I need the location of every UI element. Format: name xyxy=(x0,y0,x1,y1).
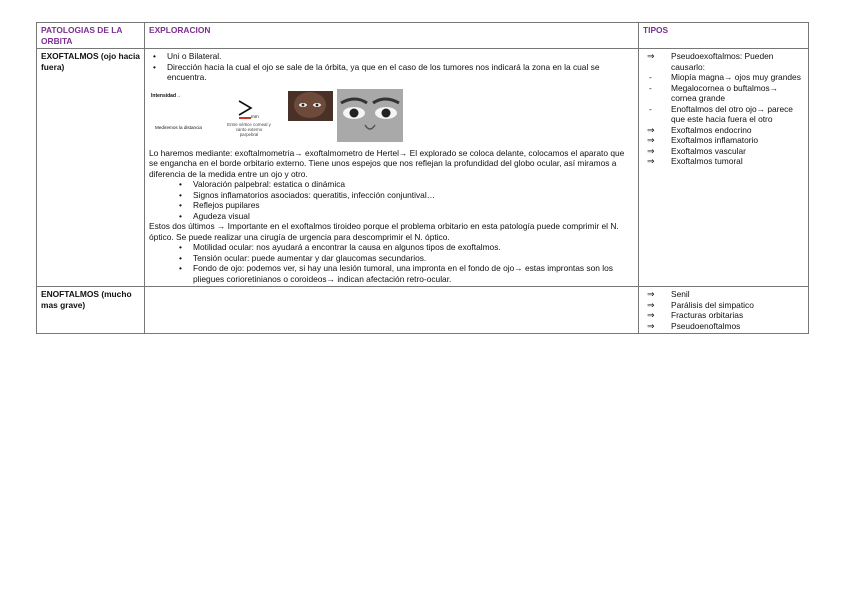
exploracion-sublist-1 xyxy=(149,179,634,221)
list-item: • Signos inflamatorios asociados: queratitis, infección conjuntival… xyxy=(149,190,634,201)
intensity-label: Intensidad→ xyxy=(151,92,182,99)
orbit-pathology-table xyxy=(36,22,809,334)
exoftalmometria-paragraph: Lo haremos mediante: exoftalmometria→ exoftalmometro de Hertel→ El explorado se coloca delante, colocamos el aparato que se engancha en el borde orbitario externo. Tiene unos espejos que nos reflejan la profundidad del globo ocular, así miramos a diferencia de la medida entre un ojo y otro. xyxy=(149,147,625,179)
tiroideo-paragraph: Estos dos últimos → Importante en el exoftalmos tiroideo porque el problema orbitario en esta patología puede comprimir el N. óptico. Se puede realizar una cirugía de urgencia para descomprimir el N. óptico. xyxy=(149,221,619,242)
list-item: ⇒ Exoftalmos endocrino xyxy=(643,125,804,136)
eyes-photo-image xyxy=(337,89,403,142)
header-exploracion: EXPLORACION xyxy=(145,23,639,49)
list-item: • Motilidad ocular: nos ayudará a encontrar la causa en algunos tipos de exoftalmos. xyxy=(149,242,634,253)
enoftalmos-tipos xyxy=(639,287,809,334)
vertex-label: Entre vértice corneal y canto externo parpebral xyxy=(227,121,271,137)
exoftalmos-tipos xyxy=(639,49,809,287)
enoftalmos-exploracion xyxy=(145,287,639,334)
list-item: - Miopía magna→ ojos muy grandes xyxy=(643,72,804,83)
exploracion-sublist-2 xyxy=(149,242,634,284)
list-item: ⇒ Pseudoenoftalmos xyxy=(643,321,804,332)
list-item: • Tensión ocular: puede aumentar y dar glaucomas secundarios. xyxy=(149,253,634,264)
list-item: ⇒ Exoftalmos inflamatorio xyxy=(643,135,804,146)
list-item: • Reflejos pupilares xyxy=(149,200,634,211)
list-item: - Enoftalmos del otro ojo→ parece que este hacia fuera el otro xyxy=(643,104,804,125)
exoftalmometry-figure xyxy=(149,89,634,145)
list-item: • Agudeza visual xyxy=(149,211,634,222)
list-item: • Valoración palpebral: estatica o dinámica xyxy=(149,179,634,190)
enoftalmos-label: ENOFTALMOS (mucho mas grave) xyxy=(37,287,145,334)
list-item: • Fondo de ojo: podemos ver, si hay una lesión tumoral, una impronta en el fondo de ojo→ estas improntas son los pliegues corioretinianos o coroideos→ indican afectación retro-ocular. xyxy=(149,263,634,284)
mm-label: mm xyxy=(251,113,259,119)
list-item: • Dirección hacia la cual el ojo se sale de la órbita, ya que en el caso de los tumores nos indicará la zona en la cual se encuentra. xyxy=(149,62,634,83)
exoftalmos-exploracion xyxy=(145,49,639,287)
list-item: - Megalocornea o buftalmos→ cornea grande xyxy=(643,83,804,104)
exoftalmos-label: EXOFTALMOS (ojo hacia fuera) xyxy=(37,49,145,287)
list-item: ⇒ Senil xyxy=(643,289,804,300)
exoftalmos-row xyxy=(37,49,809,287)
face-photo-image xyxy=(288,91,333,121)
exoftalmos-types-list xyxy=(643,51,804,167)
exoftalmos-bullets xyxy=(149,51,634,83)
list-item: ⇒ Exoftalmos tumoral xyxy=(643,156,804,167)
enoftalmos-types-list xyxy=(643,289,804,331)
header-row xyxy=(37,23,809,49)
enoftalmos-row xyxy=(37,287,809,334)
list-item: ⇒ Pseudoexoftalmos: Pueden causarlo: xyxy=(643,51,804,72)
list-item: ⇒ Parálisis del simpatico xyxy=(643,300,804,311)
distance-label: Mediremos la distancia xyxy=(155,124,202,130)
list-item: ⇒ Fracturas orbitarias xyxy=(643,310,804,321)
header-tipos: TIPOS xyxy=(639,23,809,49)
header-patologias: PATOLOGIAS DE LA ORBITA xyxy=(37,23,145,49)
list-item: ⇒ Exoftalmos vascular xyxy=(643,146,804,157)
list-item: • Uni o Bilateral. xyxy=(149,51,634,62)
